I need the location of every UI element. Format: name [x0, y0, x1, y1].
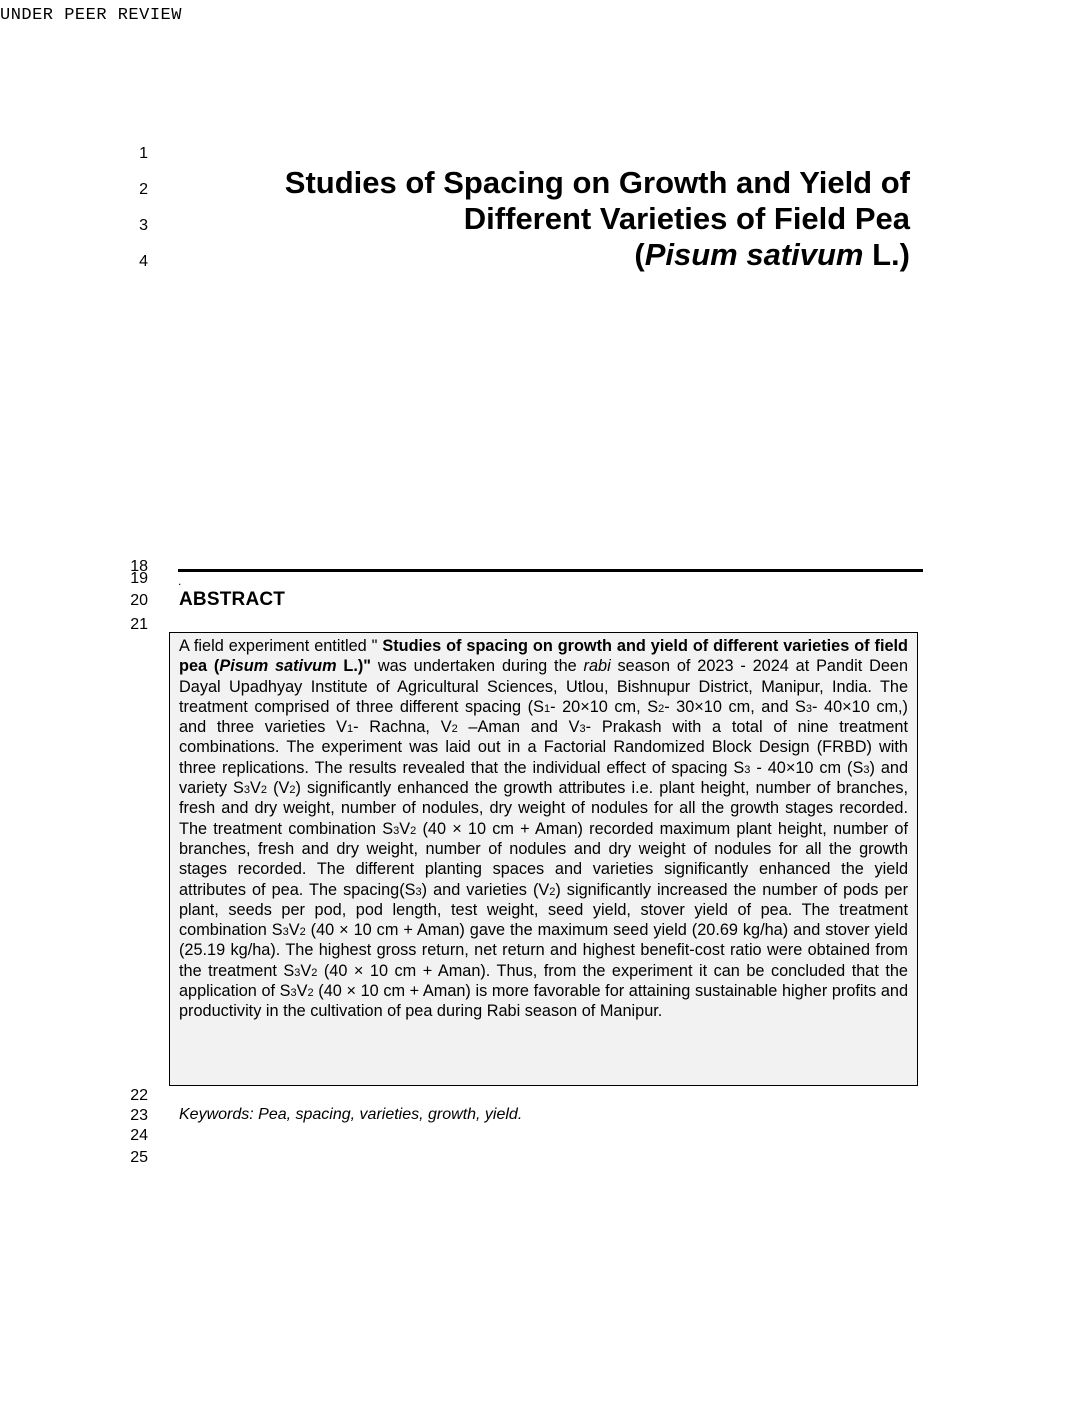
paper-title	[150, 165, 910, 273]
title-line-2: Different Varieties of Field Pea	[463, 201, 910, 236]
peer-review-watermark: UNDER PEER REVIEW	[0, 6, 182, 25]
line-number: 25	[130, 1149, 148, 1166]
line-number: 3	[139, 217, 148, 234]
line-number: 18	[130, 558, 148, 575]
line-number: 2	[139, 181, 148, 198]
line-number: 23	[130, 1107, 148, 1124]
abstract-box	[169, 632, 918, 1086]
line-number: 4	[139, 253, 148, 270]
title-paren-close: L.)	[863, 237, 910, 272]
line-number: 21	[130, 616, 148, 633]
abstract-heading: ABSTRACT	[179, 589, 286, 610]
line-number: 22	[130, 1087, 148, 1104]
title-line-1: Studies of Spacing on Growth and Yield of	[284, 165, 910, 200]
abstract-text: A field experiment entitled " Studies of spacing on growth and yield of different varieties of field pea (Pisum sativum L.)" was undertaken during the rabi season of 2023 - 2024 at Pandit Deen Dayal Upadhyay Institute of Agricultural Sciences, Utlou, Bishnupur District, Manipur, India. The treatment comprised of three different spacing (S1- 20×10 cm, S2- 30×10 cm, and S3- 40×10 cm,) and three varieties V1- Rachna, V2 –Aman and V3- Prakash with a total of nine treatment combinations. The experiment was laid out in a Factorial Randomized Block Design (FRBD) with three replications. The results revealed that the individual effect of spacing S3 - 40×10 cm (S3) and variety S3V2 (V2) significantly enhanced the growth attributes i.e. plant height, number of branches, fresh and dry weight, number of nodules, dry weight of nodules for all the growth stages recorded. The treatment combination S3V2 (40 × 10 cm + Aman) recorded maximum plant height, number of branches, fresh and dry weight, number of nodules and dry weight of nodules for all the growth stages recorded. The different planting spaces and varieties significantly enhanced the yield attributes of pea. The spacing(S3) and varieties (V2) significantly increased the number of pods per plant, seeds per pod, pod length, test weight, seed yield, stover yield of pea. The treatment combination S3V2 (40 × 10 cm + Aman) gave the maximum seed yield (20.69 kg/ha) and stover yield (25.19 kg/ha). The highest gross return, net return and highest benefit-cost ratio were obtained from the treatment S3V2 (40 × 10 cm + Aman). Thus, from the experiment it can be concluded that the application of S3V2 (40 × 10 cm + Aman) is more favorable for attaining sustainable higher profits and productivity in the cultivation of pea during Rabi season of Manipur.	[179, 637, 909, 1021]
keywords: Keywords: Pea, spacing, varieties, growth, yield.	[179, 1106, 523, 1123]
section-divider	[178, 569, 923, 572]
line-number: 1	[139, 145, 148, 162]
line-number: 20	[130, 592, 148, 609]
line-number: 19	[130, 570, 148, 587]
title-species-name: Pisum sativum	[644, 237, 864, 272]
title-paren-open: (	[634, 237, 645, 272]
title-line-3	[150, 237, 910, 273]
separator-dot: .	[178, 574, 182, 588]
line-number: 24	[130, 1127, 148, 1144]
